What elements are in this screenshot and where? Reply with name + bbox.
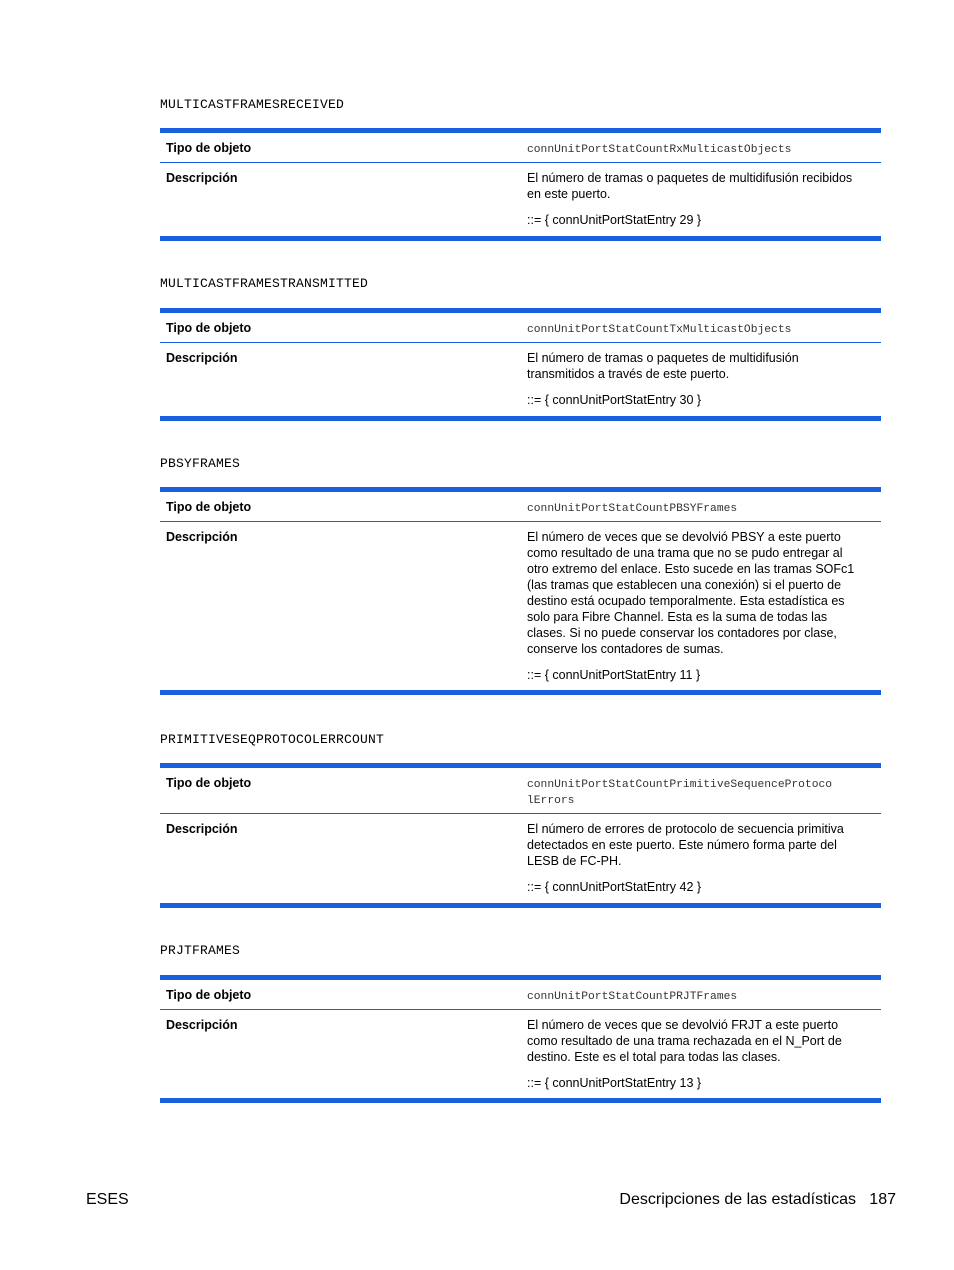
section-title: PBSYFRAMES (160, 456, 241, 471)
description-line: transmitidos a través de este puerto. (527, 367, 730, 381)
description-line: como resultado de una trama rechazada en el N_Port de (527, 1034, 842, 1048)
section-title: MULTICASTFRAMESTRANSMITTED (160, 276, 369, 291)
object-type-value: connUnitPortStatCountPRJTFrames (527, 991, 738, 1003)
oid-reference: ::= { connUnitPortStatEntry 13 } (527, 1076, 702, 1090)
description-line: El número de errores de protocolo de secuencia primitiva (527, 822, 844, 836)
label-object-type: Tipo de objeto (166, 500, 252, 514)
object-type-line: connUnitPortStatCountPrimitiveSequenceProtoco (527, 779, 833, 791)
table-row-object-type (160, 768, 881, 814)
definition-table (160, 128, 881, 241)
label-object-type: Tipo de objeto (166, 776, 252, 790)
table-bottom-rule (160, 236, 881, 241)
description-line: destino. Este es el total para todas las clases. (527, 1050, 781, 1064)
label-object-type: Tipo de objeto (166, 988, 252, 1002)
description-line: como resultado de una trama que no se pudo entregar al (527, 546, 843, 560)
definition-table (160, 763, 881, 908)
oid-reference: ::= { connUnitPortStatEntry 29 } (527, 213, 702, 227)
definition-table (160, 308, 881, 421)
object-type-value: connUnitPortStatCountRxMulticastObjects (527, 144, 792, 156)
section-title: PRIMITIVESEQPROTOCOLERRCOUNT (160, 732, 385, 747)
label-description: Descripción (166, 351, 238, 365)
description-line: detectados en este puerto. Este número forma parte del (527, 838, 837, 852)
section-title: PRJTFRAMES (160, 943, 241, 958)
label-description: Descripción (166, 822, 238, 836)
description-line: destino está ocupado temporalmente. Esta estadística es (527, 594, 845, 608)
object-type-line: lErrors (527, 795, 575, 807)
table-row-description (160, 163, 881, 236)
table-bottom-rule (160, 416, 881, 421)
description-line: clases. Si no puede conservar los contadores por clase, (527, 626, 837, 640)
table-row-description (160, 343, 881, 416)
object-type-value: connUnitPortStatCountPBSYFrames (527, 503, 738, 515)
description-line: El número de veces que se devolvió PBSY a este puerto (527, 530, 841, 544)
table-row-description (160, 1010, 881, 1098)
label-description: Descripción (166, 171, 238, 185)
table-bottom-rule (160, 903, 881, 908)
description-line: solo para Fibre Channel. Esta es la suma de todas las (527, 610, 828, 624)
description-line: El número de tramas o paquetes de multidifusión recibidos (527, 171, 853, 185)
definition-table (160, 487, 881, 695)
section-title: MULTICASTFRAMESRECEIVED (160, 97, 345, 112)
object-type-value: connUnitPortStatCountTxMulticastObjects (527, 324, 792, 336)
table-row-object-type (160, 313, 881, 343)
oid-reference: ::= { connUnitPortStatEntry 42 } (527, 880, 702, 894)
label-description: Descripción (166, 530, 238, 544)
description-value (527, 163, 881, 228)
oid-reference: ::= { connUnitPortStatEntry 11 } (527, 668, 701, 682)
table-row-object-type (160, 980, 881, 1010)
table-bottom-rule (160, 690, 881, 695)
table-bottom-rule (160, 1098, 881, 1103)
description-line: El número de tramas o paquetes de multidifusión (527, 351, 799, 365)
table-row-description (160, 522, 881, 690)
oid-reference: ::= { connUnitPortStatEntry 30 } (527, 393, 702, 407)
description-value (527, 814, 881, 895)
definition-table (160, 975, 881, 1103)
table-row-object-type (160, 133, 881, 163)
description-value (527, 343, 881, 408)
description-line: LESB de FC-PH. (527, 854, 622, 868)
description-line: en este puerto. (527, 187, 611, 201)
description-line: (las tramas que establecen una conexión) si el puerto de (527, 578, 842, 592)
table-row-object-type (160, 492, 881, 522)
object-type-value (527, 768, 881, 816)
description-line: El número de veces que se devolvió FRJT a este puerto (527, 1018, 839, 1032)
description-value (527, 1010, 881, 1091)
description-value (527, 522, 881, 683)
label-object-type: Tipo de objeto (166, 141, 252, 155)
label-description: Descripción (166, 1018, 238, 1032)
footer-language-code: ESES (86, 1191, 129, 1208)
description-line: conserve los contadores de sumas. (527, 642, 724, 656)
table-row-description (160, 814, 881, 903)
label-object-type: Tipo de objeto (166, 321, 252, 335)
description-line: otro extremo del enlace. Esto sucede en las tramas SOFc1 (527, 562, 855, 576)
footer-page-info: Descripciones de las estadísticas 187 (619, 1191, 896, 1208)
